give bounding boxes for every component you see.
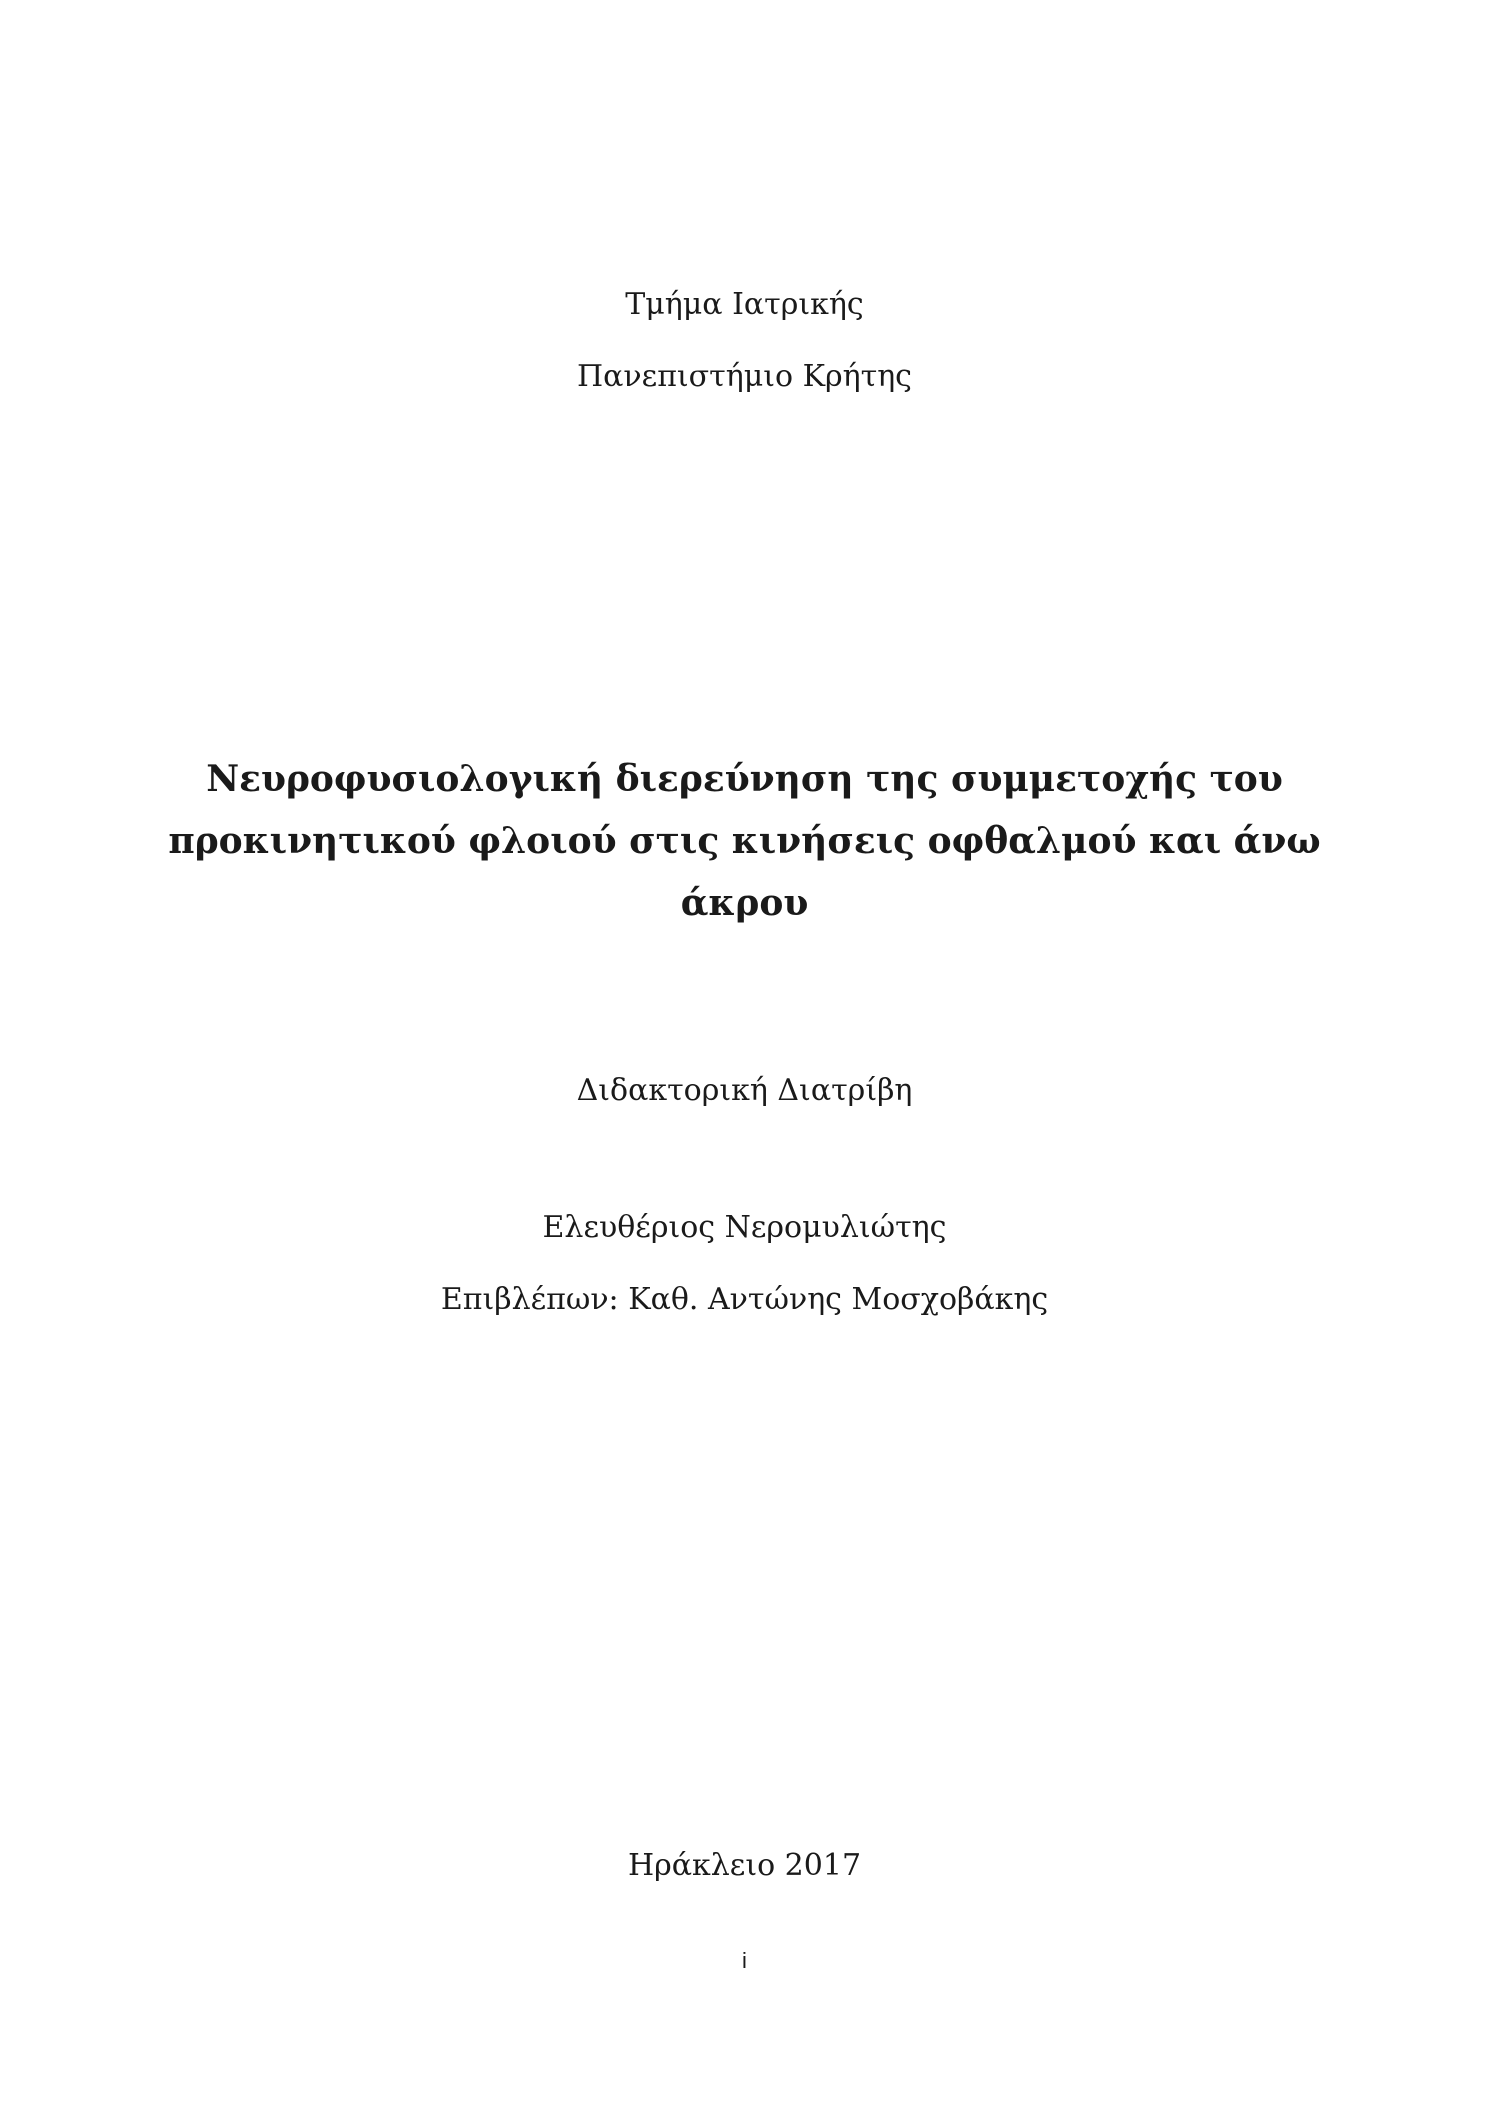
- thesis-title-line-2: προκινητικού φλοιού στις κινήσεις οφθαλμού και άνω: [168, 820, 1321, 862]
- page-number: i: [742, 1948, 747, 1973]
- thesis-title: [0, 748, 1489, 934]
- author-name: Ελευθέριος Νερομυλιώτης: [542, 1210, 947, 1245]
- university-name: Πανεπιστήμιο Κρήτης: [577, 359, 912, 394]
- thesis-title-line-1: Νευροφυσιολογική διερεύνηση της συμμετοχής του: [206, 758, 1283, 800]
- department-name: Τμήμα Ιατρικής: [625, 287, 864, 322]
- document-type: Διδακτορική Διατρίβη: [576, 1073, 913, 1108]
- supervisor-line: Επιβλέπων: Καθ. Αντώνης Μοσχοβάκης: [440, 1282, 1049, 1317]
- place-and-year: Ηράκλειο 2017: [627, 1848, 862, 1883]
- thesis-title-line-3: άκρου: [680, 882, 809, 924]
